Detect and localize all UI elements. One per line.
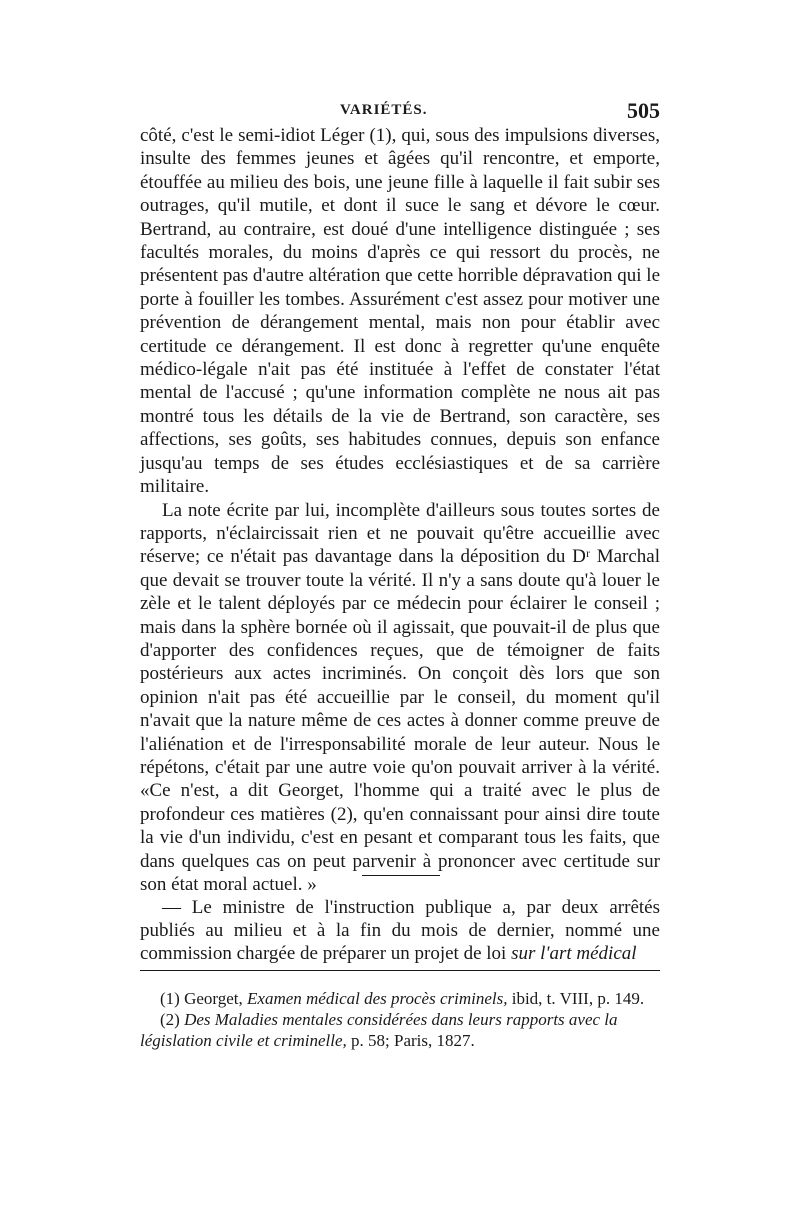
main-text [140, 124, 660, 896]
section-divider [362, 875, 440, 876]
footnotes [140, 988, 660, 1051]
footnote-reference: p. 58; Paris, 1827. [346, 1031, 475, 1050]
paragraph: La note écrite par lui, incomplète d'ailleurs sous toutes sortes de rapports, n'éclaircissait rien et ne pouvait qu'être accueillie avec réserve; ce n'était pas davantage dans la déposition du Dʳ Marchal que devait se trouver toute la vérité. Il n'y a sans doute qu'à louer le zèle et le talent déployés par ce médecin pour éclairer le conseil ; mais dans la sphère bornée où il agissait, que pouvait-il de plus que d'apporter des confidences reçues, que de témoigner de faits postérieurs aux actes incriminés. On conçoit dès lors que son opinion n'ait pas été accueillie par le conseil, du moment qu'il n'avait que la nature même de ces actes à donner comme preuve de l'aliénation et de l'irresponsabilité morale de leur auteur. Nous le répétons, c'était par une autre voie qu'on pouvait arriver à la vérité. «Ce n'est, a dit Georget, l'homme qui a traité avec le plus de profondeur ces matières (2), qu'en connaissant pour ainsi dire toute la vie d'un individu, c'est en pesant et comparant tous les faits, que dans quelques cas on peut parvenir à prononcer avec certitude sur son état moral actuel. » [140, 499, 660, 895]
footnote-1 [140, 988, 660, 1009]
page-header [140, 100, 660, 126]
news-text: — Le ministre de l'instruction publique a, par deux arrêtés publiés au milieu et à la fin du mois de dernier, nommé une commission chargée de préparer un projet de loi [140, 897, 660, 964]
footnote-reference: ibid, t. VIII, p. 149. [507, 989, 645, 1008]
footnote-2 [140, 1009, 660, 1051]
news-item [140, 896, 660, 965]
footnote-number: (1) [160, 989, 180, 1008]
running-head: VARIÉTÉS. [340, 102, 428, 118]
page-number: 505 [627, 98, 660, 123]
footnote-author: Georget, [179, 989, 248, 1008]
footnote-title: Des Maladies mentales considérées dans leurs rapports avec la législation civile et criminelle, [140, 1010, 618, 1050]
footnote-rule [140, 970, 660, 971]
paragraph: côté, c'est le semi-idiot Léger (1), qui, sous des impulsions diverses, insulte des femmes jeunes et âgées qu'il rencontre, et emporte, étouffée au milieu des bois, une jeune fille à laquelle il fait subir ses outrages, qu'il mutile, et dont il suce le sang et dévore le cœur. Bertrand, au contraire, est doué d'une intelligence distinguée ; ses facultés morales, du moins d'après ce qui ressort du procès, ne présentent pas d'autre altération que cette horrible dépravation qui le porte à fouiller les tombes. Assurément c'est assez pour motiver une prévention de dérangement mental, mais non pour établir avec certitude ce dérangement. Il est donc à regretter qu'une enquête médico-légale n'ait pas été instituée à l'effet de constater l'état mental de l'accusé ; qu'une information complète ne nous ait pas montré tous les détails de la vie de Bertrand, son caractère, ses affections, ses goûts, ses habitudes connues, depuis son enfance jusqu'au temps de ses études ecclésiastiques et de sa carrière militaire. [140, 125, 660, 498]
footnote-title: Examen médical des procès criminels, [247, 989, 508, 1008]
footnote-number: (2) [160, 1010, 180, 1029]
news-italic: sur l'art médical [511, 943, 637, 964]
